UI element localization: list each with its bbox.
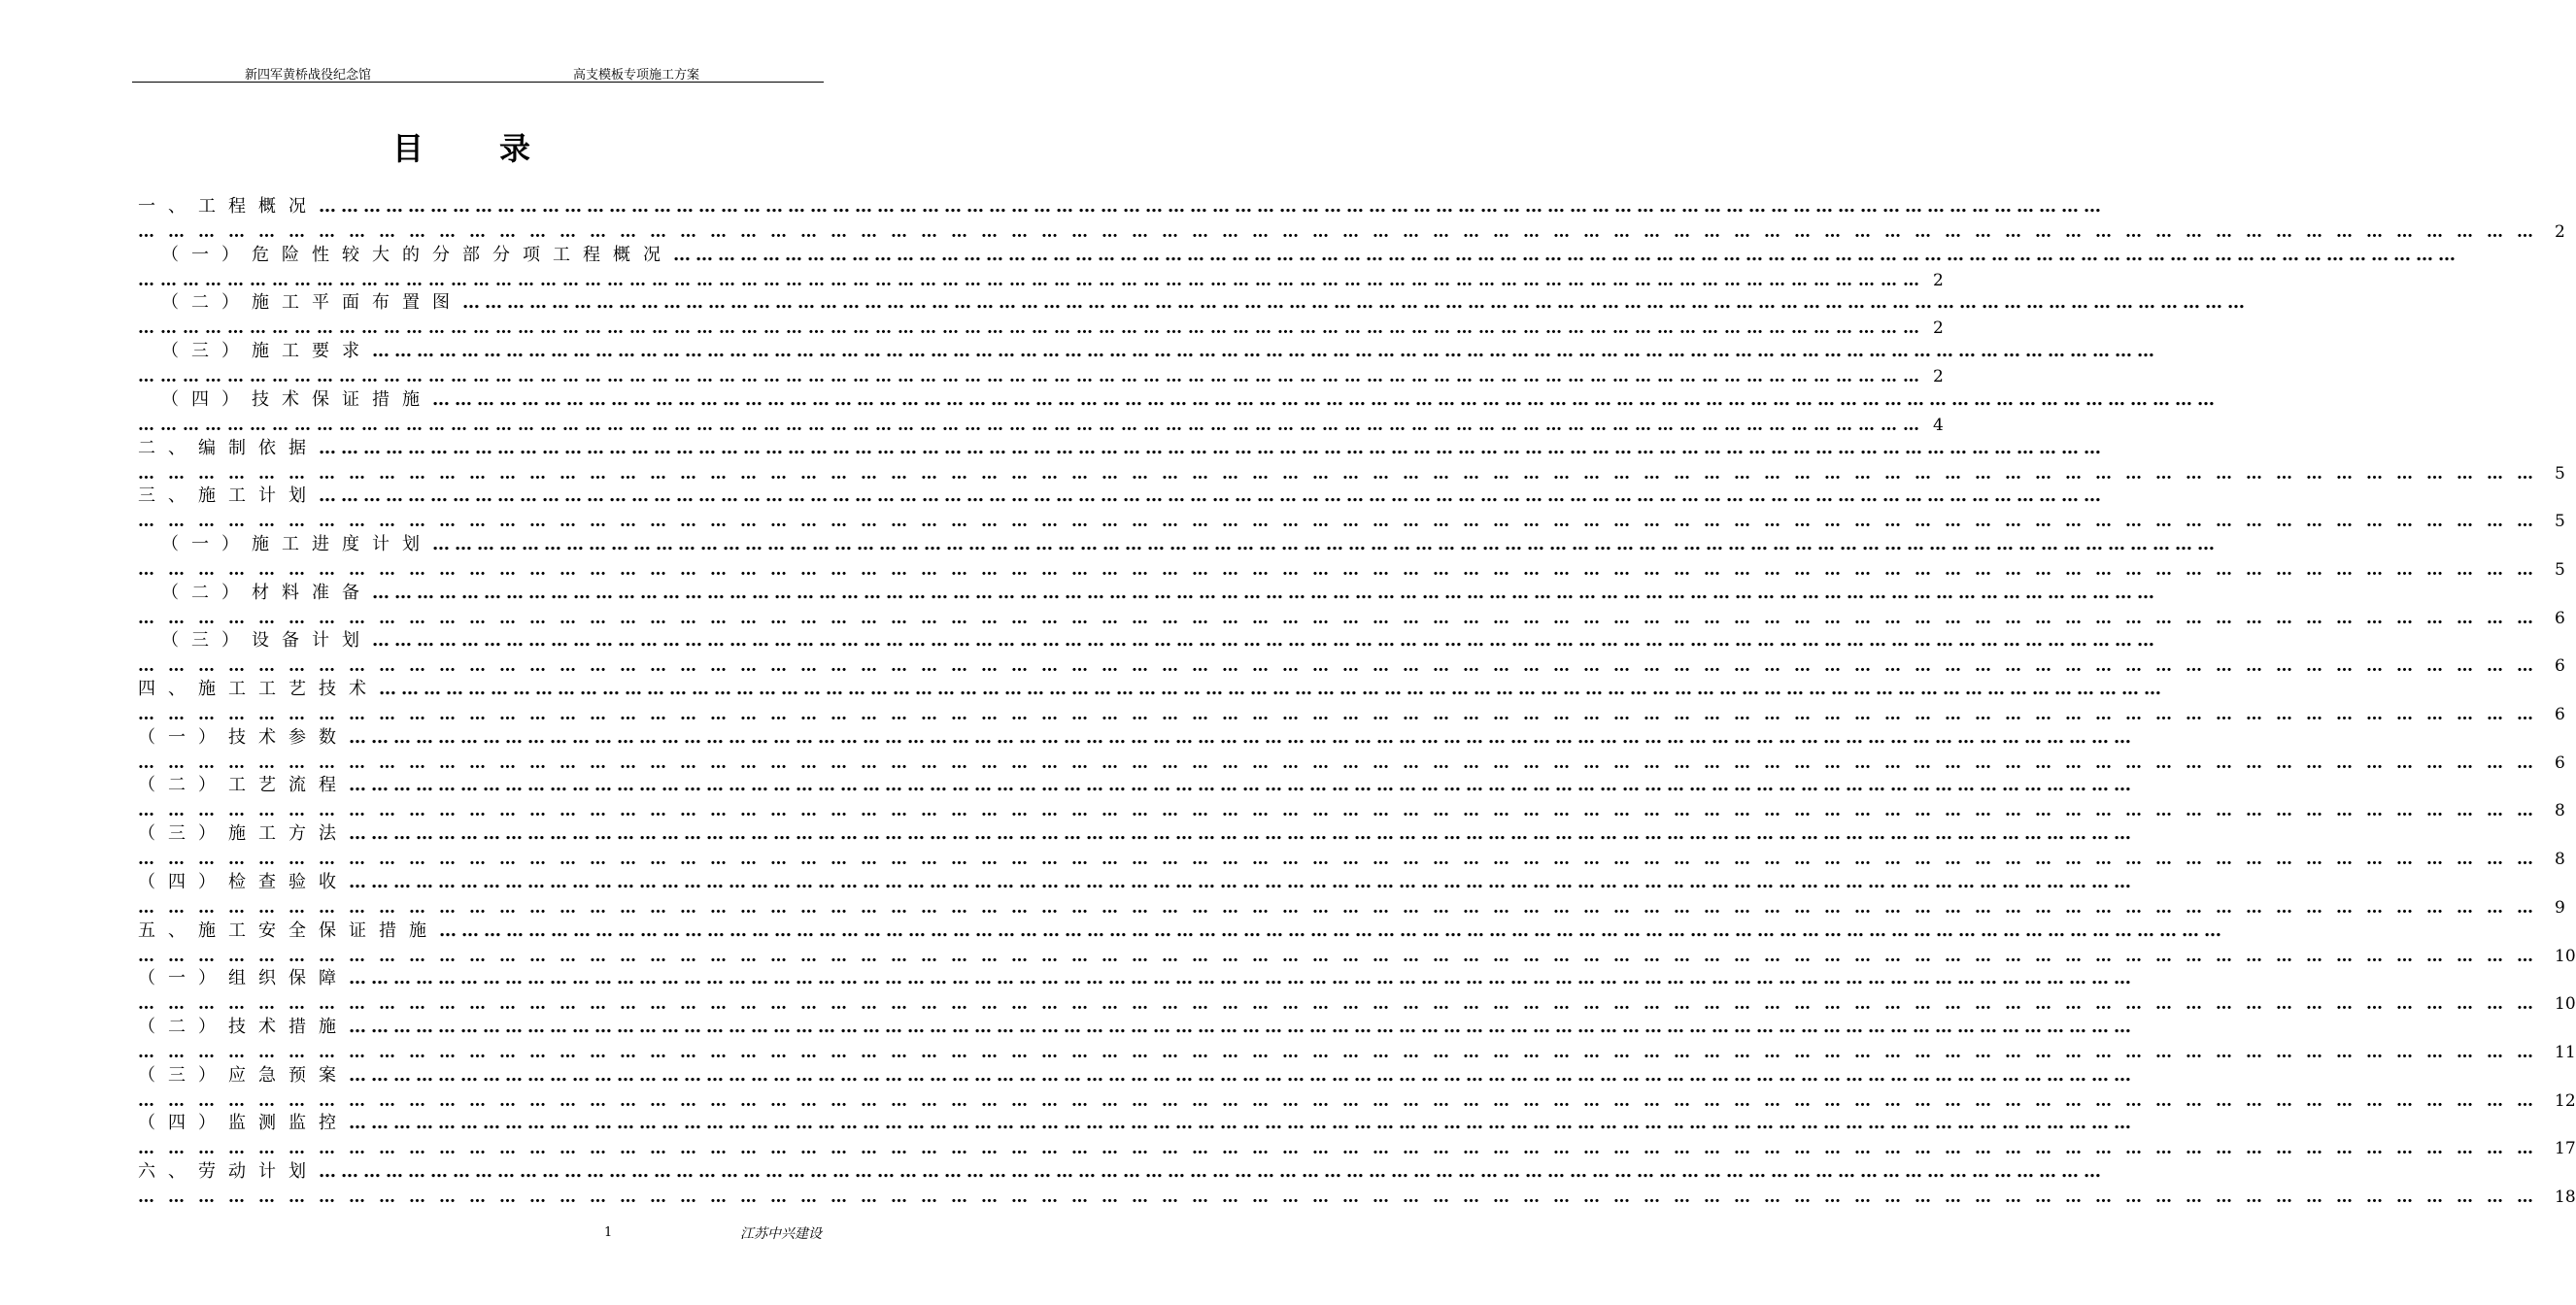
toc-page-number: 10 [2555, 946, 2576, 966]
toc-leader-dots: …………………………………………………………………………………………………………………………………………………………………………………………………………………… [439, 920, 2226, 941]
toc-entry-line [138, 919, 2226, 944]
toc-entry-continuation [138, 1136, 2576, 1159]
toc-entry[interactable] [0, 1111, 2576, 1159]
toc-entry[interactable] [0, 677, 2565, 725]
toc-entry-label: （三）应急预案 [138, 1064, 349, 1086]
toc-entry[interactable] [0, 387, 2220, 436]
toc-entry-line [161, 581, 2159, 606]
toc-entry-label: （一）组织保障 [138, 968, 349, 989]
toc-entry-line [161, 243, 2460, 268]
toc-page-number: 6 [2555, 753, 2565, 773]
toc-entry-label: （二）技术措施 [138, 1016, 349, 1037]
toc-entry-continuation [138, 557, 2565, 581]
toc-entry-label: 六、劳动计划 [138, 1161, 319, 1182]
toc-leader-dots: …………………………………………………………………………………………………………………………………………………………………………………………………………………… [349, 823, 2136, 845]
toc-entry-continuation [138, 702, 2565, 725]
toc-entry[interactable] [0, 532, 2565, 581]
toc-entry-continuation [138, 751, 2565, 774]
footer-page-number: 1 [604, 1225, 613, 1240]
toc-entry-line [138, 1111, 2136, 1136]
toc-leader-dots: …………………………………………………………………………………………………………………………………………………………………………………………………………………… [138, 222, 2547, 242]
toc-entry-label: （四）监测监控 [138, 1113, 349, 1134]
toc-leader-dots: …………………………………………………………………………………………………………………………………………………………………………………………………………………… [138, 705, 2547, 724]
toc-page-number: 6 [2555, 656, 2565, 677]
toc-entry-continuation [138, 1040, 2576, 1063]
toc-entry-label: （三）施工要求 [161, 341, 372, 362]
toc-entry-line [161, 628, 2159, 653]
toc-entry-continuation [138, 895, 2565, 919]
toc-leader-dots: …………………………………………………………………………………………………………………………………………………………………………………………………………………… [319, 437, 2106, 458]
toc-entry-label: （四）技术保证措施 [161, 388, 432, 410]
toc-entry-line [138, 1015, 2136, 1040]
toc-page-number: 10 [2555, 994, 2576, 1015]
toc-leader-dots: …………………………………………………………………………………………………………………………………………………………………………………………………………………… [138, 897, 2547, 918]
toc-page-number: 4 [1933, 415, 1944, 435]
toc-entry-line [138, 194, 2106, 219]
toc-entry[interactable] [0, 919, 2576, 967]
toc-page-number: 5 [2555, 512, 2565, 532]
toc-page-number: 6 [2555, 705, 2565, 724]
toc-entry-line [161, 387, 2220, 413]
toc-leader-dots: …………………………………………………………………………………………………………………………………………………………………………………………………………………… [138, 753, 2547, 773]
toc-entry-continuation [138, 944, 2576, 967]
toc-leader-dots: …………………………………………………………………………………………………………………………………………………………………………………………………………………… [349, 1016, 2136, 1037]
toc-entry-continuation [138, 316, 1944, 339]
toc-entry[interactable] [0, 773, 2565, 821]
toc-entry-line [161, 532, 2220, 557]
toc-page-number: 11 [2555, 1042, 2576, 1062]
toc-entry-continuation [138, 509, 2565, 532]
toc-page-number: 2 [1933, 318, 1944, 339]
toc-page-number: 8 [2555, 850, 2565, 870]
toc-leader-dots: …………………………………………………………………………………………………………………………………………………………………………………………………………………… [138, 512, 2547, 532]
toc-entry-line [138, 966, 2136, 991]
toc-entry[interactable] [0, 436, 2565, 485]
toc-leader-dots: …………………………………………………………………………………………………………………………………………………………………………………………………………………… [372, 582, 2159, 603]
page-title: 目录 [391, 130, 606, 167]
toc-entry-line [138, 821, 2136, 847]
toc-leader-dots: …………………………………………………………………………………………………………………………………………………………………………………………………………………… [138, 1139, 2547, 1159]
toc-entry-label: 二、编制依据 [138, 437, 319, 458]
toc-entry-line [138, 870, 2136, 895]
toc-leader-dots: …………………………………………………………………………………………………………………………………………………………………………………………………………………… [138, 801, 2547, 821]
toc-leader-dots: …………………………………………………………………………………………………………………………………………………………………………………………………………………… [319, 485, 2106, 507]
toc-leader-dots: …………………………………………………………………………………………………………………………………………………………………………………………………………………… [138, 850, 2547, 870]
toc-entry-label: （一）技术参数 [138, 726, 349, 748]
toc-leader-dots: …………………………………………………………………………………………………………………………………………………………………………………………………………………… [138, 367, 1925, 387]
toc-leader-dots: …………………………………………………………………………………………………………………………………………………………………………………………………………………… [138, 559, 2547, 580]
toc-leader-dots: …………………………………………………………………………………………………………………………………………………………………………………………………………………… [379, 679, 2166, 699]
toc-entry-continuation [138, 461, 2565, 485]
toc-entry-label: 四、施工工艺技术 [138, 679, 379, 699]
toc-page-number: 5 [2555, 559, 2565, 580]
toc-entry-continuation [138, 991, 2576, 1015]
toc-entry[interactable] [0, 1159, 2576, 1208]
toc-leader-dots: …………………………………………………………………………………………………………………………………………………………………………………………………………………… [138, 270, 1925, 290]
toc-entry[interactable] [0, 243, 2460, 291]
toc-leader-dots: …………………………………………………………………………………………………………………………………………………………………………………………………………………… [138, 1090, 2547, 1111]
toc-entry[interactable] [0, 821, 2565, 870]
toc-entry-line [138, 677, 2166, 702]
toc-leader-dots: …………………………………………………………………………………………………………………………………………………………………………………………………………………… [138, 415, 1925, 435]
toc-entry-label: （一）施工进度计划 [161, 533, 432, 554]
toc-entry-label: 一、工程概况 [138, 196, 319, 217]
toc-leader-dots: …………………………………………………………………………………………………………………………………………………………………………………………………………………… [349, 968, 2136, 989]
toc-leader-dots: …………………………………………………………………………………………………………………………………………………………………………………………………………………… [138, 318, 1925, 339]
toc-entry[interactable] [0, 725, 2565, 774]
toc-entry[interactable] [0, 581, 2565, 629]
toc-entry-label: （二）工艺流程 [138, 775, 349, 796]
toc-entry[interactable] [0, 484, 2565, 532]
toc-leader-dots: …………………………………………………………………………………………………………………………………………………………………………………………………………………… [319, 196, 2106, 217]
header-rule [132, 82, 824, 83]
toc-entry-continuation [138, 1185, 2576, 1208]
toc-entry-line [161, 339, 2159, 364]
toc-entry-label: （二）材料准备 [161, 582, 372, 603]
toc-page-number: 17 [2555, 1139, 2576, 1159]
toc-leader-dots: …………………………………………………………………………………………………………………………………………………………………………………………………………………… [138, 463, 2547, 484]
toc-leader-dots: …………………………………………………………………………………………………………………………………………………………………………………………………………………… [138, 1042, 2547, 1062]
toc-entry[interactable] [0, 290, 2250, 339]
toc-leader-dots: …………………………………………………………………………………………………………………………………………………………………………………………………………………… [349, 726, 2136, 748]
toc-entry-line [138, 773, 2136, 798]
toc-entry-continuation [138, 1088, 2576, 1112]
footer-company: 江苏中兴建设 [740, 1226, 822, 1242]
toc-leader-dots: …………………………………………………………………………………………………………………………………………………………………………………………………………………… [138, 656, 2547, 677]
toc-entry-label: （三）设备计划 [161, 630, 372, 652]
toc-entry-continuation [138, 364, 1944, 387]
toc-entry[interactable] [0, 870, 2565, 919]
header-project-name: 新四军黄桥战役纪念馆 [245, 68, 372, 83]
toc-entry[interactable] [0, 1063, 2576, 1112]
toc-leader-dots: …………………………………………………………………………………………………………………………………………………………………………………………………………………… [349, 775, 2136, 796]
toc-entry-line [138, 1063, 2136, 1088]
toc-entry[interactable] [0, 194, 2565, 243]
toc-entry-line [138, 484, 2106, 509]
toc-page-number: 9 [2555, 897, 2565, 918]
toc-entry-line [138, 1159, 2106, 1185]
toc-entry-continuation [138, 268, 1944, 291]
toc-entry[interactable] [0, 339, 2159, 387]
toc-entry[interactable] [0, 628, 2565, 677]
toc-entry-label: （一）危险性较大的分部分项工程概况 [161, 244, 673, 265]
toc-entry-continuation [138, 798, 2565, 821]
toc-page-number: 2 [1933, 270, 1944, 290]
toc-entry-continuation [138, 219, 2565, 243]
toc-entry-label: 三、施工计划 [138, 485, 319, 507]
toc-leader-dots: …………………………………………………………………………………………………………………………………………………………………………………………………………………… [349, 1113, 2136, 1134]
toc-entry-line [138, 725, 2136, 751]
header-document-name: 高支模板专项施工方案 [573, 68, 700, 83]
toc-page-number: 18 [2555, 1188, 2576, 1207]
toc-entry-continuation [138, 847, 2565, 870]
toc-entry-continuation [138, 413, 1944, 436]
toc-leader-dots: …………………………………………………………………………………………………………………………………………………………………………………………………………………… [138, 608, 2547, 628]
toc-entry-line [161, 290, 2250, 316]
toc-entry-label: （四）检查验收 [138, 871, 349, 892]
toc-page-number: 6 [2555, 608, 2565, 628]
toc-leader-dots: …………………………………………………………………………………………………………………………………………………………………………………………………………………… [432, 388, 2220, 410]
toc-leader-dots: …………………………………………………………………………………………………………………………………………………………………………………………………………………… [432, 533, 2220, 554]
toc-entry-label: （二）施工平面布置图 [161, 292, 462, 314]
toc-leader-dots: …………………………………………………………………………………………………………………………………………………………………………………………………………………… [138, 1188, 2547, 1207]
toc-entry[interactable] [0, 966, 2576, 1015]
toc-page-number: 8 [2555, 801, 2565, 821]
toc-page-number: 5 [2555, 463, 2565, 484]
toc-leader-dots: …………………………………………………………………………………………………………………………………………………………………………………………………………………… [138, 946, 2547, 966]
toc-entry-continuation [138, 653, 2565, 677]
toc-leader-dots: …………………………………………………………………………………………………………………………………………………………………………………………………………………… [138, 994, 2547, 1015]
toc-leader-dots: …………………………………………………………………………………………………………………………………………………………………………………………………………………… [349, 1064, 2136, 1086]
toc-leader-dots: …………………………………………………………………………………………………………………………………………………………………………………………………………………… [319, 1161, 2106, 1182]
toc-entry-continuation [138, 606, 2565, 629]
toc-page-number: 2 [1933, 367, 1944, 387]
toc-leader-dots: …………………………………………………………………………………………………………………………………………………………………………………………………………………… [349, 871, 2136, 892]
toc-page-number: 12 [2555, 1090, 2576, 1111]
toc-leader-dots: …………………………………………………………………………………………………………………………………………………………………………………………………………………… [462, 292, 2250, 314]
toc-entry-label: 五、施工安全保证措施 [138, 920, 439, 941]
toc-entry-label: （三）施工方法 [138, 823, 349, 845]
toc-leader-dots: …………………………………………………………………………………………………………………………………………………………………………………………………………………… [372, 341, 2159, 362]
toc-page-number: 2 [2555, 222, 2565, 242]
toc-entry[interactable] [0, 1015, 2576, 1063]
toc-leader-dots: …………………………………………………………………………………………………………………………………………………………………………………………………………………… [673, 244, 2460, 265]
toc-entry-line [138, 436, 2106, 461]
toc-leader-dots: …………………………………………………………………………………………………………………………………………………………………………………………………………………… [372, 630, 2159, 652]
